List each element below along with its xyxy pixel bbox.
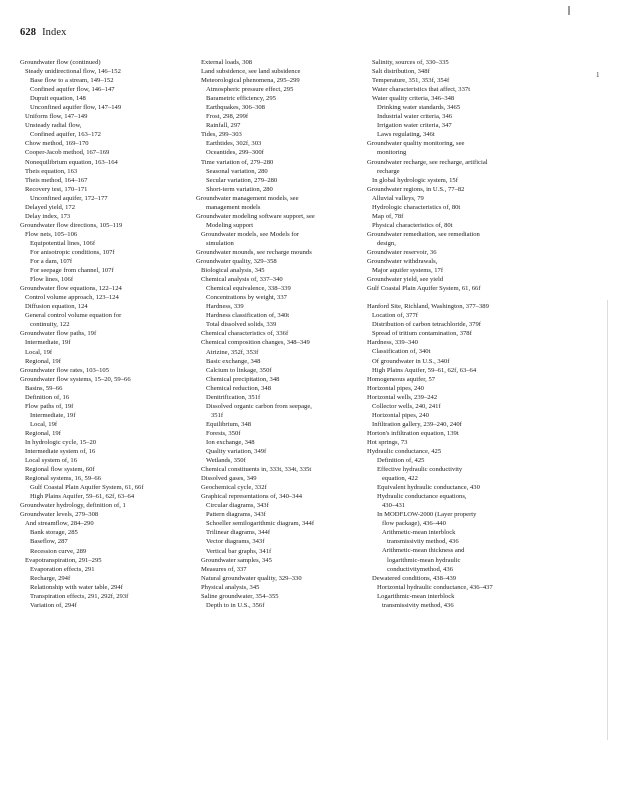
index-entry: Map of, 78f	[372, 212, 404, 220]
index-entry: Intermediate system of, 16	[25, 448, 96, 456]
index-entry: Salinity, sources of, 330–335	[372, 59, 449, 66]
index-entry: Hardness classification of, 340t	[206, 312, 290, 320]
index-entry: Groundwater flow rates, 103–105	[20, 366, 109, 374]
index-entry: Meteorological phenomena, 295–299	[201, 77, 300, 85]
index-entry: Groundwater models, see Models for	[201, 230, 299, 238]
index-entry: Confined aquifer, 163–172	[30, 131, 101, 139]
index-entry: Measures of, 337	[201, 565, 247, 573]
index-entry: Groundwater recharge, see recharge, artificial	[367, 158, 488, 166]
index-entry: 351f	[211, 411, 224, 419]
index-entry: Collector wells, 240, 241f	[372, 402, 441, 410]
index-entry: In global hydrologic system, 15f	[372, 176, 458, 184]
index-entry: General control volume equation for	[25, 312, 122, 320]
index-entry: Local, 19f	[25, 348, 53, 356]
index-entry: recharge	[377, 167, 400, 175]
index-entry: Gulf Coastal Plain Aquifer System, 61, 66f	[30, 484, 144, 492]
index-entry: Groundwater flow directions, 105–119	[20, 221, 123, 229]
index-entry: Laws regulating, 346t	[377, 131, 435, 139]
index-entry: Groundwater samples, 345	[201, 556, 272, 564]
index-entry: simulation	[206, 239, 234, 247]
index-entry: Biological analysis, 345	[201, 267, 265, 275]
index-entry: Effective hydraulic conductivity	[377, 466, 463, 474]
index-entry: Dewatered conditions, 438–439	[372, 574, 457, 582]
index-entry: Definition of, 16	[25, 393, 70, 401]
index-entry: Cooper-Jacob method, 167–169	[25, 149, 110, 157]
index-entry: Groundwater levels, 279–308	[20, 511, 99, 519]
index-entry: Hanford Site, Richland, Washington, 377–389	[367, 303, 489, 311]
index-entry: Chemical composition changes, 348–349	[201, 339, 310, 347]
index-entry: Horizontal hydraulic conductance, 436–437	[377, 583, 493, 591]
index-entry: transmissivity method, 436	[382, 601, 454, 609]
index-entry: Distribution of carbon tetrachloride, 379f	[372, 321, 481, 329]
index-entry: Quality variation, 349f	[206, 448, 267, 456]
index-entry: Rainfall, 297	[206, 122, 241, 130]
index-entry: Bank storage, 285	[30, 529, 78, 537]
index-entry: In hydrologic cycle, 15–20	[25, 438, 97, 446]
index-entry: Major aquifer systems, 17f	[372, 267, 444, 275]
index-entry: Arithmetic-mean thickness and	[382, 547, 465, 555]
page-number: 628	[20, 27, 37, 38]
index-entry: Evapotranspiration, 291–295	[25, 556, 102, 564]
index-entry: Salt distribution, 348f	[372, 68, 430, 76]
index-entry: Groundwater reservoir, 36	[367, 248, 437, 256]
index-entry: Groundwater regions, in U.S., 77–82	[367, 185, 465, 193]
index-entry: In MODFLOW-2000 (Layer property	[377, 511, 477, 519]
index-column-1	[20, 58, 200, 610]
index-entry: Barametric efficiency, 295	[206, 95, 276, 103]
index-entry: Groundwater mounds, see recharge mounds	[196, 248, 312, 256]
index-entry: Intermediate, 19f	[30, 411, 76, 419]
index-entry: Circular diagrams, 343f	[206, 502, 269, 510]
index-entry: Baseflow, 287	[30, 538, 68, 546]
index-entry: Recovery test, 170–171	[25, 185, 88, 193]
index-entry: Flow lines, 106f	[30, 276, 74, 284]
index-entry: Depth to in U.S., 356f	[206, 601, 265, 609]
index-entry: Spread of tritium contamination, 378f	[372, 330, 472, 338]
index-entry: 430–431	[382, 502, 406, 510]
index-entry: Variation of, 294f	[30, 601, 77, 609]
index-entry: Regional, 19f	[25, 429, 61, 437]
index-entry: Land subsidence, see land subsidence	[201, 68, 301, 76]
index-entry: Modeling support	[206, 221, 254, 229]
index-entry: Dupuit equation, 148	[30, 95, 86, 103]
index-entry: Chow method, 169–170	[25, 140, 89, 148]
index-entry: Flow paths of, 19f	[25, 402, 74, 410]
index-entry: Uniform flow, 147–149	[25, 113, 88, 121]
index-entry: Basic exchange, 348	[206, 357, 261, 365]
index-entry: Horizontal pipes, 240	[372, 411, 429, 419]
index-entry: Chemical precipitation, 348	[206, 375, 280, 383]
index-entry: Local, 19f	[30, 420, 58, 428]
index-entry: Groundwater flow (continued)	[20, 59, 101, 66]
index-entry: Short-term variation, 280	[206, 185, 273, 193]
index-entry: Vertical bar graphs, 341f	[206, 547, 272, 555]
index-entry: Groundwater management models, see	[196, 194, 299, 202]
index-entry: Classification of, 340t	[372, 348, 431, 356]
index-entry: Chemical reduction, 348	[206, 384, 272, 392]
index-entry: design,	[377, 239, 396, 247]
index-entry: Groundwater yield, see yield	[367, 276, 444, 284]
index-entry: Atmospheric pressure effect, 295	[206, 86, 294, 94]
index-entry: Graphical representations of, 340–344	[201, 493, 303, 501]
index-column-2	[196, 58, 376, 610]
index-entry: Base flow to a stream, 149–152	[30, 77, 114, 85]
index-entry: conductivitymethod, 436	[387, 565, 453, 573]
index-entry: Wetlands, 350f	[206, 457, 246, 465]
index-entry: Control volume approach, 123–124	[25, 294, 119, 302]
index-entry: Equivalent hydraulic conductance, 430	[377, 484, 480, 492]
index-entry: Water quality criteria, 346–348	[372, 95, 455, 103]
index-entry: Hardness, 339	[206, 303, 244, 311]
index-entry: Homogeneous aquifer, 57	[367, 375, 436, 383]
index-entry: Infiltration gallery, 239–240, 240f	[372, 420, 462, 428]
index-entry: monitoring	[377, 149, 407, 157]
index-entry: Temperature, 351, 353f, 354f	[372, 77, 450, 85]
index-entry: Relationship with water table, 294f	[30, 583, 123, 591]
index-entry: Natural groundwater quality, 329–330	[201, 574, 302, 582]
index-entry: High Plains Aquifer, 59–61, 62f, 63–64	[30, 493, 135, 501]
index-entry: Regional systems, 16, 59–66	[25, 475, 102, 483]
index-entry: Equilibrium, 348	[206, 420, 252, 428]
index-entry: Groundwater hydrology, definition of, 1	[20, 502, 126, 510]
index-entry: Theis equation, 163	[25, 167, 78, 175]
index-entry: Industrial water criteria, 346	[377, 113, 453, 121]
index-entry: Earthquakes, 306–308	[206, 104, 265, 112]
index-entry: Tides, 299–303	[201, 131, 242, 139]
index-column-3	[367, 58, 547, 610]
page-header	[20, 27, 66, 38]
index-entry: Oceantides, 299–300f	[206, 149, 264, 157]
index-entry: management models	[206, 203, 261, 211]
index-entry: Drinking water standards, 3465	[377, 104, 461, 112]
index-entry: Denitrification, 351f	[206, 393, 261, 401]
page-corner-mark	[568, 6, 570, 15]
index-entry: Ion exchange, 348	[206, 438, 255, 446]
index-entry: Recession curve, 289	[30, 547, 87, 555]
index-entry: Regional, 19f	[25, 357, 61, 365]
index-entry: Hydraulic conductance, 425	[367, 447, 442, 455]
page-title: Index	[42, 27, 67, 38]
index-entry: Equipotential lines, 106f	[30, 239, 96, 247]
index-entry: Earthtides, 302f, 303	[206, 140, 262, 148]
index-entry: Alluvial valleys, 79	[372, 194, 424, 202]
index-entry: Horizontal wells, 239–242	[367, 393, 438, 401]
index-entry: logarithmic-mean hydraulic	[387, 556, 461, 564]
margin-note: 1	[596, 71, 600, 79]
index-entry: Seasonal variation, 280	[206, 167, 268, 175]
index-entry: Unconfined aquifer flow, 147–149	[30, 104, 122, 112]
index-entry: Forests, 350f	[206, 429, 241, 437]
index-entry: And streamflow, 284–290	[25, 520, 94, 528]
index-entry: Theis method, 164–167	[25, 176, 88, 184]
index-entry: Groundwater flow systems, 15–20, 59–66	[20, 375, 131, 383]
index-entry: Pattern diagrams, 343f	[206, 511, 266, 519]
index-entry: For a dam, 107f	[30, 258, 73, 266]
index-entry: Intermediate, 19f	[25, 339, 71, 347]
index-entry: Groundwater withdrawals,	[367, 258, 438, 266]
index-entry: Unsteady radial flow,	[25, 122, 82, 130]
index-entry: Groundwater quality monitoring, see	[367, 140, 465, 148]
index-entry: Nonequilibrium equation, 163–164	[25, 158, 118, 166]
index-entry: For seepage from channel, 107f	[30, 267, 114, 275]
index-entry: Unconfined aquifer, 172–177	[30, 194, 108, 202]
index-entry: Groundwater flow paths, 19f	[20, 330, 97, 338]
index-entry: Total dissolved solids, 339	[206, 321, 277, 329]
index-entry: Steady unidirectional flow, 146–152	[25, 68, 121, 76]
index-entry: Delay index, 173	[25, 212, 71, 220]
index-entry: Arithmetic-mean interblock	[382, 529, 456, 537]
index-entry: Local system of, 16	[25, 457, 78, 465]
index-entry: Hardness, 339–340	[367, 339, 418, 347]
index-entry: equation, 422	[382, 475, 418, 483]
index-entry: Groundwater modeling software support, see	[196, 212, 315, 220]
index-entry: Dissolved organic carbon from seepage,	[206, 402, 312, 410]
index-entry: Groundwater quality, 329–358	[196, 258, 277, 266]
index-entry: Diffusion equation, 124	[25, 303, 88, 311]
index-entry: Recharge, 294f	[30, 574, 71, 582]
index-entry: flow package), 436–440	[382, 520, 446, 528]
index-entry: Logarithmic-mean interblock	[377, 592, 455, 600]
index-entry: Location of, 377f	[372, 312, 418, 320]
index-entry: Horizontal pipes, 240	[367, 384, 424, 392]
index-entry: Hot springs, 73	[367, 438, 408, 446]
index-entry: Irrigation water criteria, 347	[377, 122, 452, 130]
index-entry: Physical characteristics of, 80t	[372, 221, 453, 229]
index-entry: Chemical characteristics of, 336f	[201, 330, 289, 338]
index-entry: Concentrations by weight, 337	[206, 294, 287, 302]
index-entry: Chemical constituents in, 333t, 334t, 335t	[201, 466, 312, 474]
index-entry: Chemical equivalence, 338–339	[206, 285, 291, 293]
index-entry: Of groundwater in U.S., 340f	[372, 357, 450, 365]
index-entry: Gulf Coastal Plain Aquifer System, 61, 66f	[367, 285, 481, 293]
index-entry: Definition of, 425	[377, 457, 425, 465]
index-entry: Confined aquifer flow, 146–147	[30, 86, 115, 94]
index-entry: Saline groundwater, 354–355	[201, 592, 279, 600]
index-entry: continuity, 122	[30, 321, 70, 329]
index-entry: transmissivity method, 436	[387, 538, 459, 546]
index-entry: Trilinear diagrams, 344f	[206, 529, 271, 537]
index-entry: Hydraulic conductance equations,	[377, 493, 467, 501]
index-entry: Hydrologic characteristics of, 80t	[372, 203, 461, 211]
index-entry: Transpiration effects, 291, 292f, 293f	[30, 592, 129, 600]
index-entry: Physical analysis, 345	[201, 583, 260, 591]
index-entry: Horton's infiltration equation, 139t	[367, 429, 459, 437]
index-entry: Dissolved gases, 349	[201, 475, 257, 483]
index-entry: High Plains Aquifer, 59–61, 62f, 63–64	[372, 366, 477, 374]
index-entry: Frost, 298, 299f	[206, 113, 249, 121]
scan-edge-line	[607, 300, 608, 740]
index-entry: Water characteristics that affect, 337t	[372, 86, 471, 94]
index-entry: Evaporation effects, 291	[30, 565, 95, 573]
index-entry: Geochemical cycle, 332f	[201, 484, 267, 492]
index-entry: Atrizine, 352f, 353f	[206, 348, 259, 356]
index-entry: Vector diagrams, 343f	[206, 538, 265, 546]
index-entry: Schoeller semilogarithmic diagram, 344f	[206, 520, 315, 528]
index-entry: External loads, 308	[201, 59, 253, 66]
index-entry: Groundwater remediation, see remediation	[367, 230, 480, 238]
index-entry: Time variation of, 279–280	[201, 158, 274, 166]
index-entry: Delayed yield, 172	[25, 203, 75, 211]
index-entry: Flow nets, 105–106	[25, 230, 78, 238]
index-entry: For anisotropic conditions, 107f	[30, 248, 115, 256]
index-entry: Secular variation, 279–280	[206, 176, 278, 184]
index-entry: Regional flow system, 60f	[25, 466, 95, 474]
index-entry: Calcium to linkage, 350f	[206, 366, 272, 374]
index-entry: Chemical analysis of, 337–340	[201, 276, 283, 284]
index-entry: Basins, 59–66	[25, 384, 63, 392]
index-entry: Groundwater flow equations, 122–124	[20, 285, 122, 293]
